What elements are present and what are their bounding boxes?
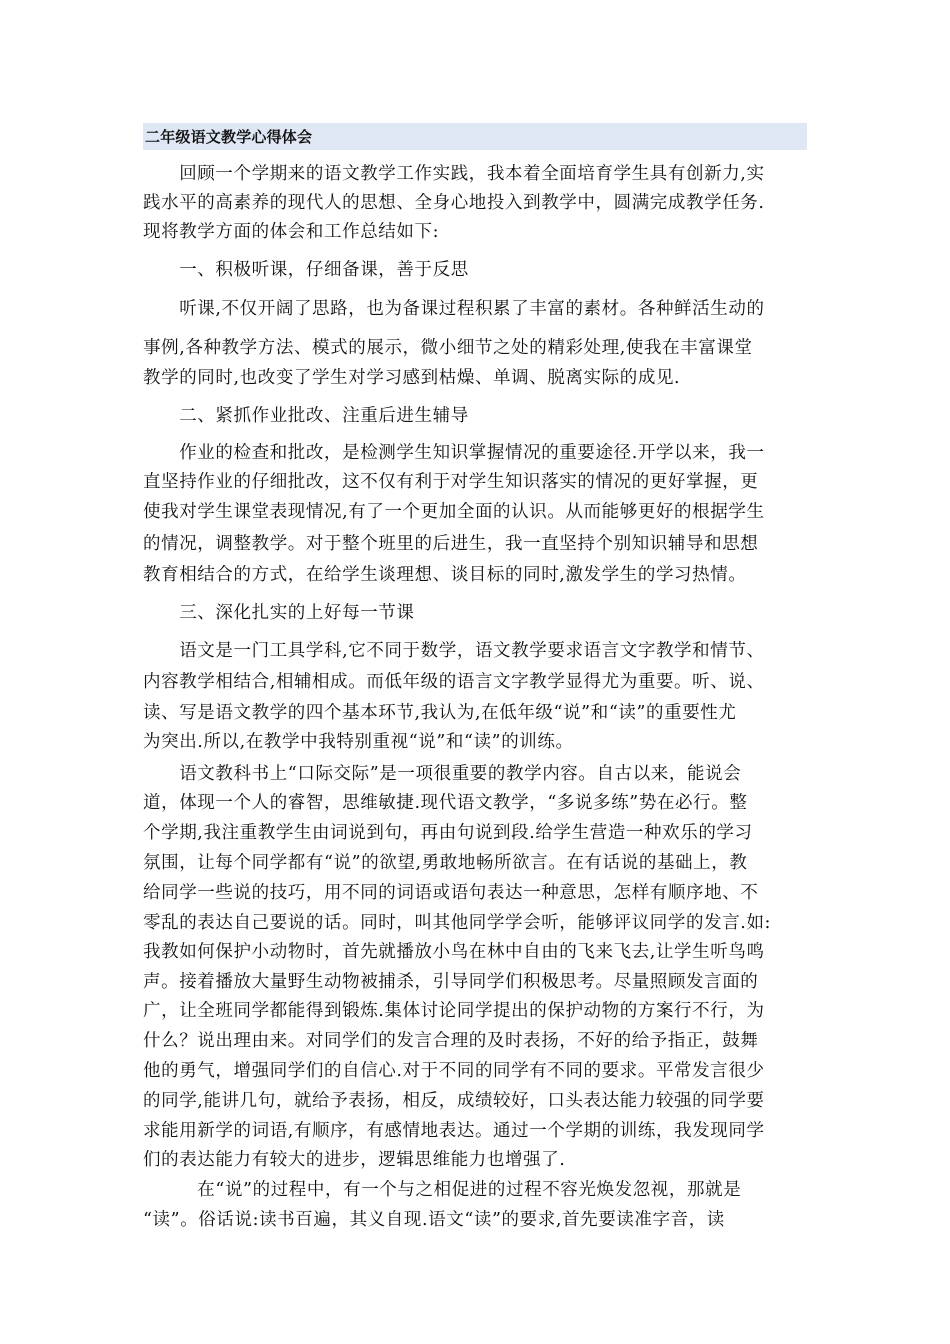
text-line: 教学的同时,也改变了学生对学习感到枯燥、单调、脱离实际的成见.: [143, 368, 681, 388]
text-line: 回顾一个学期来的语文教学工作实践，我本着全面培育学生具有创新力,实: [143, 164, 765, 184]
text-line: 道，体现一个人的睿智，思维敏捷.现代语文教学，“多说多练”势在必行。整: [143, 793, 748, 813]
text-line: 声。接着播放大量野生动物被捕杀，引导同学们积极思考。尽量照顾发言面的: [143, 972, 759, 992]
text-line: 践水平的高素养的现代人的思想、全身心地投入到教学中，圆满完成教学任务.: [143, 193, 765, 213]
text-line: 他的勇气，增强同学们的自信心.对于不同的同学有不同的要求。平常发言很少: [143, 1061, 765, 1081]
text-line: 给同学一些说的技巧，用不同的词语或语句表达一种意思，怎样有顺序地、不: [143, 883, 759, 903]
text-line: 个学期,我注重教学生由词说到句，再由句说到段.给学生营造一种欢乐的学习: [143, 823, 753, 843]
text-line: “读”。俗话说:读书百遍，其义自现.语文“读”的要求,首先要读准字音，读: [143, 1210, 725, 1230]
text-line: 事例,各种教学方法、模式的展示，微小细节之处的精彩处理,使我在丰富课堂: [143, 338, 753, 358]
text-line: 为突出.所以,在教学中我特别重视“说”和“读”的训练。: [143, 732, 574, 752]
text-line: 读、写是语文教学的四个基本环节,我认为,在低年级“说”和“读”的重要性尤: [143, 703, 737, 723]
text-line: 作业的检查和批改，是检测学生知识掌握情况的重要途径.开学以来，我一: [143, 443, 765, 463]
text-line: 在“说”的过程中，有一个与之相促进的过程不容光焕发忽视，那就是: [143, 1180, 742, 1200]
text-line: 什么？说出理由来。对同学们的发言合理的及时表扬，不好的给予指正，鼓舞: [143, 1031, 759, 1051]
text-line: 零乱的表达自己要说的话。同时，叫其他同学学会听，能够评议同学的发言.如:: [143, 913, 772, 933]
text-line: 我教如何保护小动物时，首先就播放小鸟在林中自由的飞来飞去,让学生听鸟鸣: [143, 942, 765, 962]
text-line: 的同学,能讲几句，就给予表扬，相反，成绩较好，口头表达能力较强的同学要: [143, 1091, 765, 1111]
text-line: 教育相结合的方式，在给学生谈理想、谈目标的同时,激发学生的学习热情。: [143, 565, 747, 585]
text-line: 使我对学生课堂表现情况,有了一个更加全面的认识。从而能够更好的根据学生: [143, 502, 765, 522]
text-line: 语文是一门工具学科,它不同于数学，语文教学要求语言文字教学和情节、: [143, 641, 765, 661]
text-line: 的情况，调整教学。对于整个班里的后进生，我一直坚持个别知识辅导和思想: [143, 534, 759, 554]
text-line: 二、紧抓作业批改、注重后进生辅导: [143, 406, 469, 426]
text-line: 三、深化扎实的上好每一节课: [143, 603, 415, 623]
text-line: 们的表达能力有较大的进步，逻辑思维能力也增强了.: [143, 1150, 566, 1170]
text-line: 一、积极听课，仔细备课，善于反思: [143, 260, 469, 280]
text-line: 广，让全班同学都能得到锻炼.集体讨论同学提出的保护动物的方案行不行，为: [143, 1001, 765, 1021]
text-line: 语文教科书上“口际交际”是一项很重要的教学内容。自古以来，能说会: [143, 764, 742, 784]
document-title: 二年级语文教学心得体会: [145, 128, 313, 146]
text-line: 氛围，让每个同学都有“说”的欲望,勇敢地畅所欲言。在有话说的基础上，教: [143, 853, 748, 873]
text-line: 内容教学相结合,相辅相成。而低年级的语言文字教学显得尤为重要。听、说、: [143, 672, 765, 692]
text-line: 求能用新学的词语,有顺序，有感情地表达。通过一个学期的训练，我发现同学: [143, 1121, 765, 1141]
text-line: 直坚持作业的仔细批改，这不仅有利于对学生知识落实的情况的更好掌握，更: [143, 472, 759, 492]
text-line: 听课,不仅开阔了思路，也为备课过程积累了丰富的素材。各种鲜活生动的: [143, 299, 765, 319]
text-line: 现将教学方面的体会和工作总结如下:: [143, 222, 440, 242]
